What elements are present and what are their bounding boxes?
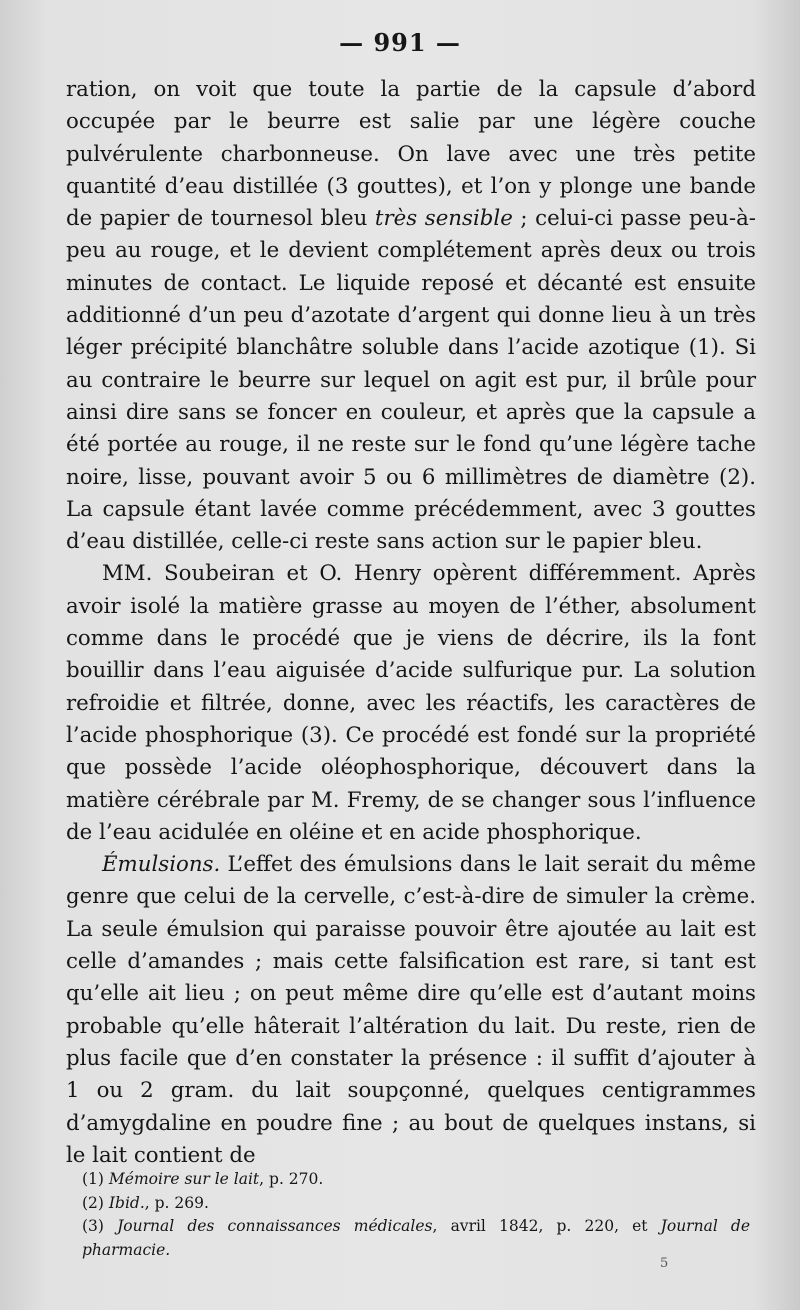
footnote-3-ref: , avril 1842, p. 220, et [432, 1217, 661, 1235]
paragraph-3-heading: Émulsions. [102, 852, 221, 878]
paragraph-3 [66, 849, 756, 1172]
footnote-1-ref: , p. 270. [259, 1170, 324, 1188]
footnote-3-title: Journal des connaissances médicales [117, 1217, 433, 1235]
paragraph-1-emphasis: très sensible [374, 206, 513, 232]
footnote-2-number: (2) [82, 1193, 104, 1212]
footnote-1-title: Mémoire sur le lait [108, 1170, 260, 1188]
footnote-3-title-2: Journal de pharmacie. [82, 1217, 750, 1259]
page-number: — 991 — [339, 28, 461, 57]
paragraph-1 [66, 74, 756, 558]
footnote-2-title: Ibid. [108, 1193, 145, 1212]
footnote-1-number: (1) [82, 1170, 104, 1188]
paragraph-1-text-b: ; celui-ci passe peu-à-peu au rouge, et le devient complétement après deux ou trois minutes de contact. Le liquide reposé et décanté est ensuite additionné d’un peu d’azotate d’argent qui donne lieu à un très léger précipité blanchâtre soluble dans l’acide azotique (1). Si au contraire le beurre sur lequel on agit est pur, il brûle pour ainsi dire sans se foncer en couleur, et après que la capsule a été portée au rouge, il ne reste sur le fond qu’une légère tache noire, lisse, pouvant avoir 5 ou 6 millimètres de diamètre (2). La capsule étant lavée comme précédemment, avec 3 gouttes d’eau distillée, celle-ci reste sans action sur le papier bleu. [66, 206, 756, 555]
printer-signature-mark: 5 [660, 1256, 669, 1271]
paragraph-2: MM. Soubeiran et O. Henry opèrent différemment. Après avoir isolé la matière grasse au moyen de l’éther, absolument comme dans le procédé que je viens de décrire, ils la font bouillir dans l’eau aiguisée d’acide sulfurique pur. La solution refroidie et filtrée, donne, avec les réactifs, les caractères de l’acide phosphorique (3). Ce procédé est fondé sur la propriété que possède l’acide oléophosphorique, découvert dans la matière cérébrale par M. Fremy, de se changer sous l’influence de l’eau acidulée en oléine et en acide phosphorique. [66, 561, 756, 845]
paragraph-3-text: L’effet des émulsions dans le lait serait du même genre que celui de la cervelle, c’est-à-dire de simuler la crème. La seule émulsion qui paraisse pouvoir être ajoutée au lait est celle d’amandes ; mais cette falsification est rare, si tant est qu’elle ait lieu ; on peut même dire qu’elle est d’autant moins probable qu’elle hâterait l’altération du lait. Du reste, rien de plus facile que d’en constater la présence : il suffit d’ajouter à 1 ou 2 gram. du lait soupçonné, quelques centigrammes d’amygdaline en poudre fine ; au bout de quelques instans, si le lait contient de [66, 852, 756, 1168]
footnotes [82, 1168, 750, 1262]
footnote-1 [82, 1168, 750, 1192]
footnote-3-number: (3) [82, 1217, 104, 1235]
footnote-2 [82, 1192, 750, 1216]
paragraph-1-text-a: ration, on voit que toute la partie de la capsule d’abord occupée par le beurre est salie par une légère couche pulvérulente charbonneuse. On lave avec une très petite quantité d’eau distillée (3 gouttes), et l’on y plonge une bande de papier de tournesol bleu [66, 77, 756, 232]
footnote-3 [82, 1215, 750, 1262]
footnote-2-ref: , p. 269. [144, 1193, 209, 1212]
body-text [66, 74, 756, 1172]
